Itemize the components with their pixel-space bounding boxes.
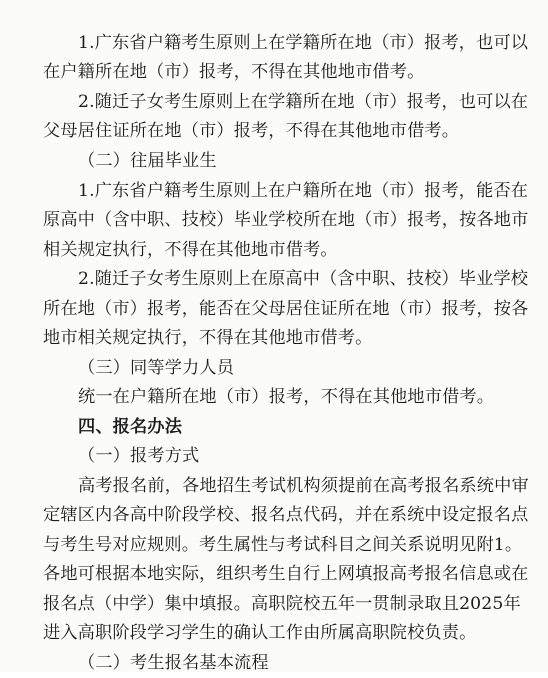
paragraph-line: 定辖区内各高中阶段学校、报名点代码，并在系统中设定报名点 — [43, 505, 529, 525]
section-heading: 四、报名办法 — [78, 417, 183, 437]
section-subheading: （二）考生报名基本流程 — [78, 653, 269, 673]
section-subheading: （一）报考方式 — [78, 446, 200, 466]
paragraph-line: 进入高职阶段学习学生的确认工作由所属高职院校负责。 — [43, 623, 477, 643]
paragraph-line: 2.随迁子女考生原则上在学籍所在地（市）报考，也可以在 — [78, 92, 529, 112]
paragraph-line: 报名点（中学）集中填报。高职院校五年一贯制录取且2025年 — [43, 594, 521, 614]
paragraph-line: 1.广东省户籍考生原则上在户籍所在地（市）报考，能否在 — [78, 181, 529, 201]
paragraph-line: 高考报名前，各地招生考试机构须提前在高考报名系统中审 — [78, 476, 529, 496]
paragraph-line: 1.广东省户籍考生原则上在学籍所在地（市）报考，也可以 — [78, 33, 529, 53]
paragraph-line: 在户籍所在地（市）报考，不得在其他地市借考。 — [43, 62, 425, 82]
paragraph-line: 2.随迁子女考生原则上在原高中（含中职、技校）毕业学校 — [78, 269, 529, 289]
section-subheading: （二）往届毕业生 — [78, 151, 217, 171]
paragraph-line: 原高中（含中职、技校）毕业学校所在地（市）报考，按各地市 — [43, 210, 529, 230]
paragraph-line: 各地可根据本地实际，组织考生自行上网填报高考报名信息或在 — [43, 564, 529, 584]
paragraph-line: 相关规定执行，不得在其他地市借考。 — [43, 240, 338, 260]
paragraph-line: 统一在户籍所在地（市）报考，不得在其他地市借考。 — [78, 387, 495, 407]
paragraph-line: 父母居住证所在地（市）报考，不得在其他地市借考。 — [43, 121, 460, 141]
paragraph-line: 地市相关规定执行，不得在其他地市借考。 — [43, 328, 373, 348]
paragraph-line: 所在地（市）报考，能否在父母居住证所在地（市）报考，按各 — [43, 299, 529, 319]
section-subheading: （三）同等学力人员 — [78, 358, 235, 378]
paragraph-line: 与考生号对应规则。考生属性与考试科目之间关系说明见附1。 — [43, 535, 523, 555]
